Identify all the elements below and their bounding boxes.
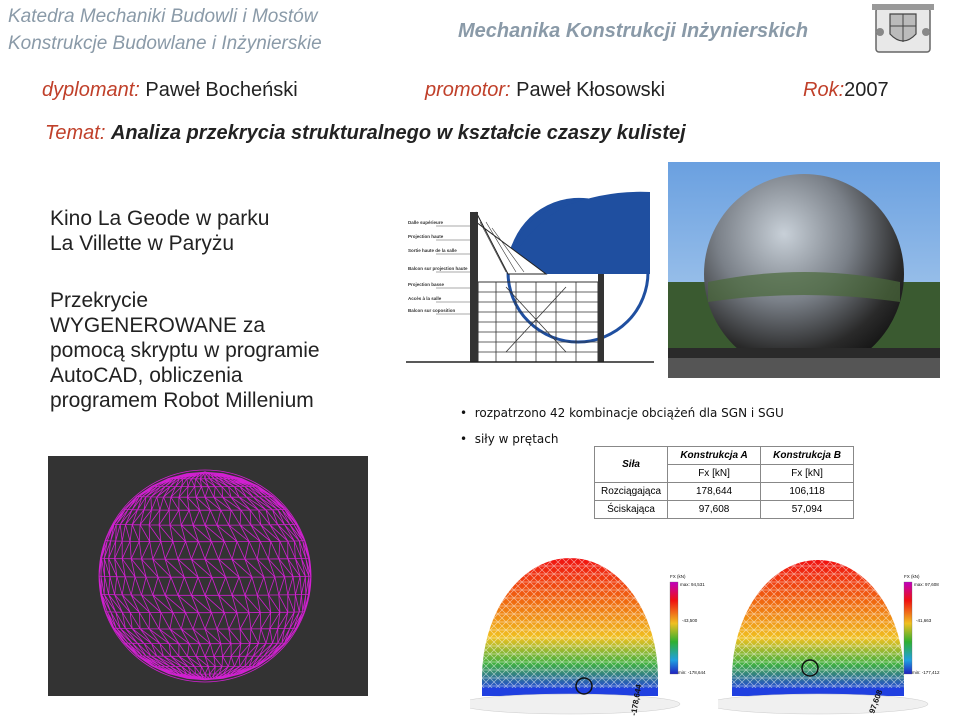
legend-max: max: 94,531	[680, 582, 705, 587]
cross-section-drawing	[406, 182, 654, 368]
table-row	[595, 483, 854, 501]
table-cell: Ściskająca	[595, 501, 668, 519]
student-label: dyplomant:	[42, 79, 140, 101]
supervisor-name: Paweł Kłosowski	[516, 79, 666, 101]
bullet-dot-icon: •	[460, 432, 475, 446]
section-label: Dalle supérieure	[408, 220, 444, 225]
callout-a: -178,644	[629, 683, 644, 717]
table-unit: Fx [kN]	[761, 465, 854, 483]
description-method	[50, 288, 320, 413]
section-label: Balcon sur coposition	[408, 308, 456, 313]
table-header: Konstrukcja B	[761, 447, 854, 465]
desc-line: programem Robot Millenium	[50, 389, 314, 412]
legend-mid: -41,663	[916, 618, 932, 623]
department-line-2: Konstrukcje Budowlane i Inżynierskie	[8, 33, 322, 54]
year	[803, 79, 889, 102]
table-cell: 106,118	[761, 483, 854, 501]
desc-line: AutoCAD, obliczenia	[50, 364, 243, 387]
legend-mid: -43,500	[682, 618, 698, 623]
table-header: Konstrukcja A	[668, 447, 761, 465]
table-unit: Fx [kN]	[668, 465, 761, 483]
desc-line: pomocą skryptu w programie	[50, 339, 320, 362]
dome-b-force-map	[718, 538, 956, 717]
legend-title: FX (kN)	[904, 574, 920, 579]
callout-b: 97,608	[867, 688, 885, 715]
bullet-forces	[460, 432, 558, 446]
results-panel	[442, 388, 960, 717]
section-label: Sortie haute de la salle	[408, 248, 457, 253]
dome-a-force-map	[470, 538, 710, 717]
student-name: Paweł Bocheński	[145, 79, 298, 101]
legend-title: FX (kN)	[670, 574, 686, 579]
bullet-text: rozpatrzono 42 kombinacje obciążeń dla SGN i SGU	[474, 406, 784, 420]
table-cell: Rozciągająca	[595, 483, 668, 501]
section-label: Accès à la salle	[408, 296, 442, 301]
table-header: Siła	[595, 447, 668, 483]
topic	[45, 122, 686, 145]
section-label: Projection basse	[408, 282, 445, 287]
desc-line: Przekrycie	[50, 289, 149, 312]
desc-line: WYGENEROWANE za	[50, 314, 266, 337]
table-cell: 178,644	[668, 483, 761, 501]
desc-line: Kino La Geode w parku	[50, 207, 270, 230]
section-label: Balcon sur projection haute	[408, 266, 468, 271]
desc-line: La Villette w Paryżu	[50, 232, 235, 255]
bullet-dot-icon: •	[460, 406, 475, 420]
table-cell: 57,094	[761, 501, 854, 519]
legend-max: max: 97,608	[914, 582, 939, 587]
year-value: 2007	[844, 79, 889, 101]
year-label: Rok:	[803, 79, 845, 101]
forces-table	[594, 446, 854, 519]
topic-label: Temat:	[45, 122, 106, 144]
table-row	[595, 501, 854, 519]
legend-min: min: -177,412	[912, 670, 940, 675]
student	[42, 79, 298, 102]
legend-min: min: -178,644	[678, 670, 706, 675]
topic-title: Analiza przekrycia strukturalnego w kształcie czaszy kulistej	[110, 122, 686, 144]
section-label: Projection haute	[408, 234, 444, 239]
department-line-1: Katedra Mechaniki Budowli i Mostów	[8, 6, 318, 27]
course-title: Mechanika Konstrukcji Inżynierskich	[458, 20, 809, 42]
supervisor	[425, 79, 665, 102]
wireframe-dome-render	[48, 456, 368, 696]
la-geode-photo	[668, 162, 940, 378]
table-cell: 97,608	[668, 501, 761, 519]
university-crest-icon	[870, 2, 936, 56]
description-location	[50, 206, 269, 256]
bullet-text: siły w prętach	[474, 432, 559, 446]
bullet-combinations	[460, 406, 784, 420]
supervisor-label: promotor:	[425, 79, 511, 101]
